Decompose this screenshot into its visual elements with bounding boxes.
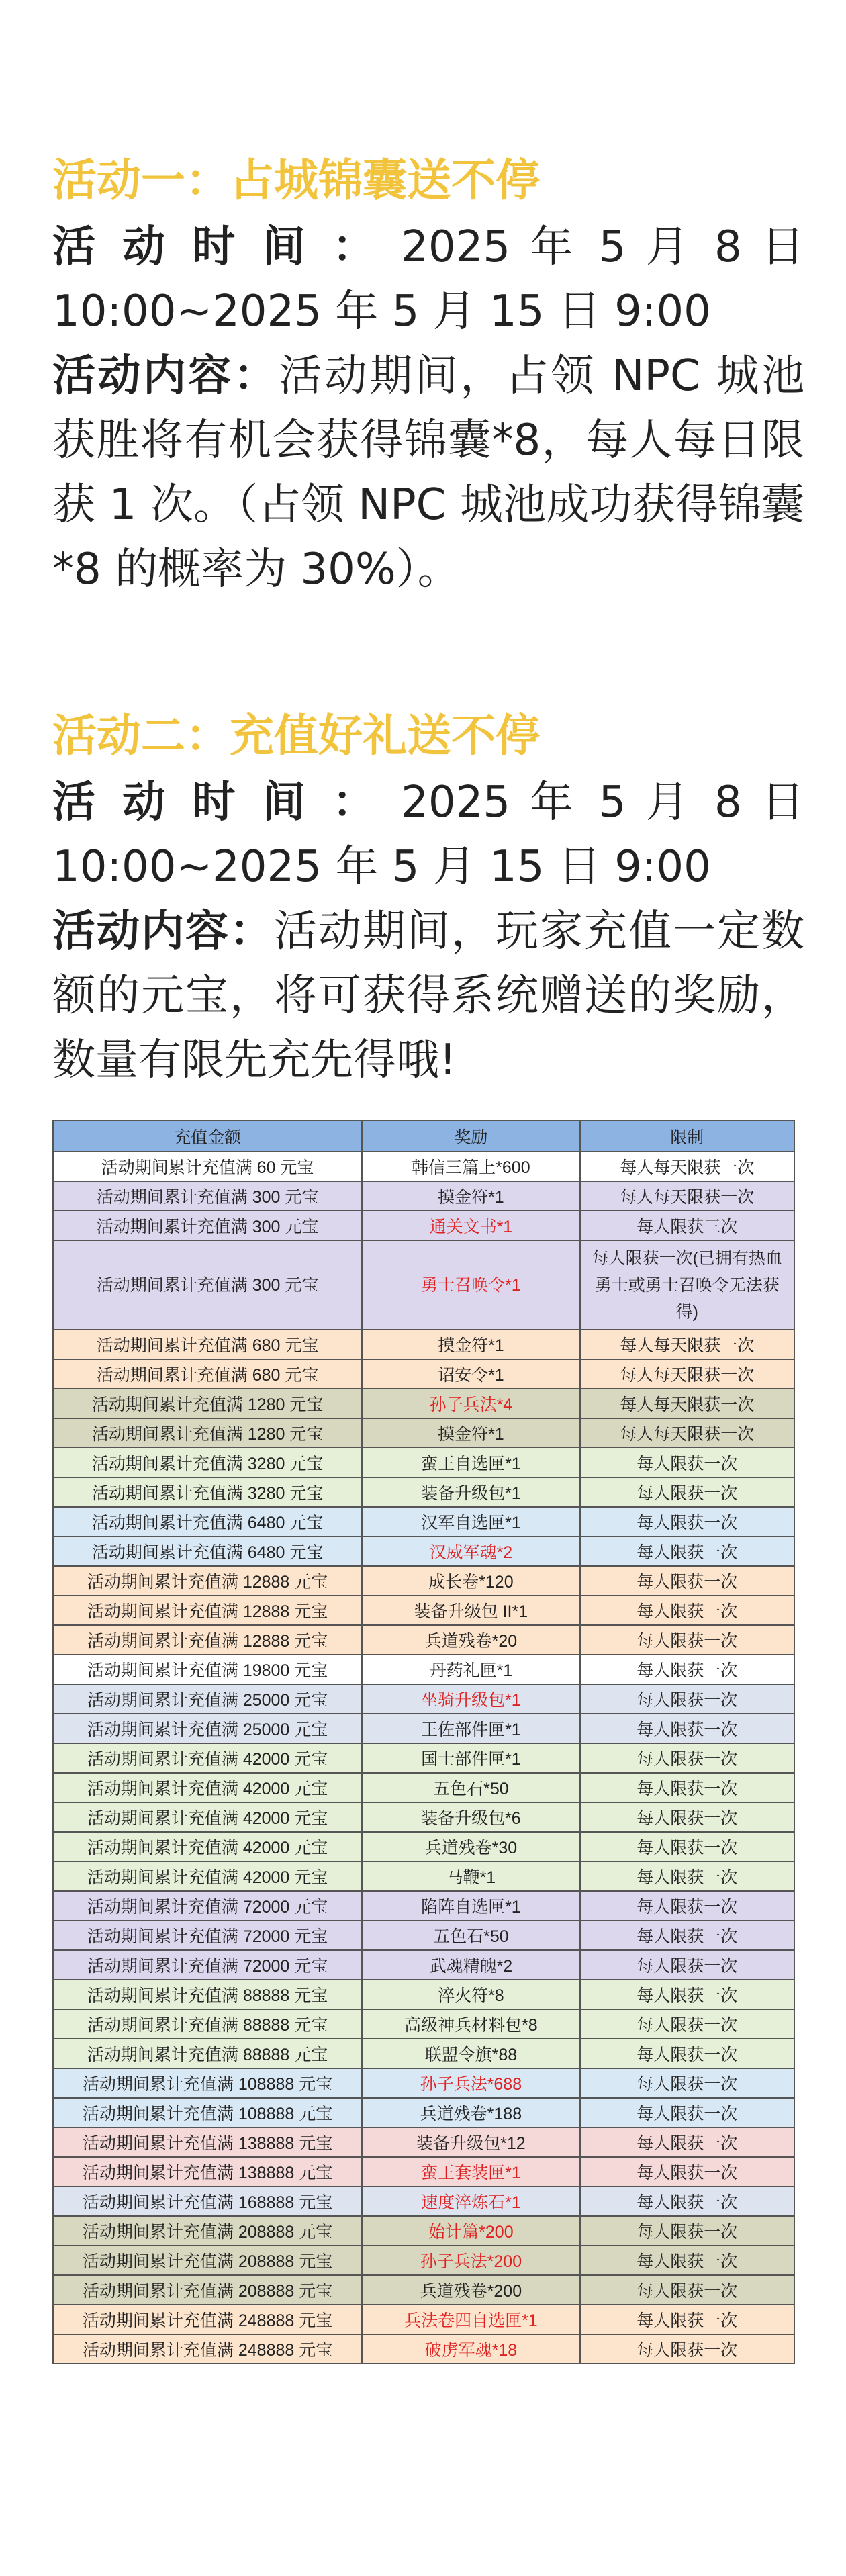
time-label: 活 动 时 间 ： xyxy=(52,222,381,272)
reward-cell: 韩信三篇上*600 xyxy=(362,1152,579,1181)
limit-cell: 每人限获一次 xyxy=(580,1625,794,1655)
table-row xyxy=(53,1389,794,1418)
activity-one-section xyxy=(52,153,804,602)
header-amount: 充值金额 xyxy=(53,1121,362,1152)
reward-cell: 兵道残卷*30 xyxy=(362,1832,579,1861)
limit-cell: 每人限获一次 xyxy=(580,2157,794,2187)
table-row xyxy=(53,2098,794,2127)
table-row xyxy=(53,1891,794,1921)
table-row xyxy=(53,1566,794,1596)
table-row xyxy=(53,2216,794,2246)
amount-cell: 活动期间累计充值满 42000 元宝 xyxy=(53,1743,362,1773)
reward-cell: 联盟令旗*88 xyxy=(362,2039,579,2068)
reward-cell: 诏安令*1 xyxy=(362,1359,579,1389)
table-row xyxy=(53,2187,794,2216)
header-reward: 奖励 xyxy=(362,1121,579,1152)
limit-cell: 每人限获一次 xyxy=(580,1980,794,2009)
limit-cell: 每人每天限获一次 xyxy=(580,1152,794,1181)
table-row xyxy=(53,2127,794,2157)
limit-cell: 每人限获一次 xyxy=(580,2009,794,2039)
amount-cell: 活动期间累计充值满 72000 元宝 xyxy=(53,1891,362,1921)
reward-cell: 五色石*50 xyxy=(362,1773,579,1802)
limit-cell: 每人限获一次 xyxy=(580,1655,794,1684)
limit-cell: 每人每天限获一次 xyxy=(580,1181,794,1211)
table-row xyxy=(53,1240,794,1330)
table-row xyxy=(53,2157,794,2187)
limit-cell: 每人限获三次 xyxy=(580,1211,794,1240)
amount-cell: 活动期间累计充值满 3280 元宝 xyxy=(53,1477,362,1507)
recharge-reward-table xyxy=(52,1120,795,2364)
table-row xyxy=(53,2305,794,2334)
table-body xyxy=(53,1152,794,2364)
table-header-row xyxy=(53,1121,794,1152)
limit-cell: 每人每天限获一次 xyxy=(580,1389,794,1418)
reward-cell: 装备升级包 II*1 xyxy=(362,1596,579,1625)
limit-cell: 每人限获一次 xyxy=(580,2068,794,2098)
amount-cell: 活动期间累计充值满 248888 元宝 xyxy=(53,2305,362,2334)
table-row xyxy=(53,1477,794,1507)
table-row xyxy=(53,1596,794,1625)
table-row xyxy=(53,1684,794,1714)
table-row xyxy=(53,1773,794,1802)
table-row xyxy=(53,1625,794,1655)
limit-cell: 每人限获一次 xyxy=(580,1773,794,1802)
amount-cell: 活动期间累计充值满 42000 元宝 xyxy=(53,1861,362,1891)
amount-cell: 活动期间累计充值满 88888 元宝 xyxy=(53,1980,362,2009)
table-row xyxy=(53,1950,794,1980)
amount-cell: 活动期间累计充值满 12888 元宝 xyxy=(53,1625,362,1655)
amount-cell: 活动期间累计充值满 300 元宝 xyxy=(53,1211,362,1240)
reward-cell: 速度淬炼石*1 xyxy=(362,2187,579,2216)
reward-cell: 成长卷*120 xyxy=(362,1566,579,1596)
table-row xyxy=(53,1359,794,1389)
reward-cell: 马鞭*1 xyxy=(362,1861,579,1891)
limit-cell: 每人限获一次 xyxy=(580,2275,794,2305)
amount-cell: 活动期间累计充值满 680 元宝 xyxy=(53,1330,362,1359)
reward-cell: 淬火符*8 xyxy=(362,1980,579,2009)
limit-cell: 每人限获一次 xyxy=(580,1566,794,1596)
amount-cell: 活动期间累计充值满 6480 元宝 xyxy=(53,1507,362,1536)
limit-cell: 每人限获一次 xyxy=(580,1861,794,1891)
amount-cell: 活动期间累计充值满 208888 元宝 xyxy=(53,2216,362,2246)
reward-cell: 始计篇*200 xyxy=(362,2216,579,2246)
amount-cell: 活动期间累计充值满 208888 元宝 xyxy=(53,2246,362,2275)
amount-cell: 活动期间累计充值满 1280 元宝 xyxy=(53,1389,362,1418)
table-row xyxy=(53,1743,794,1773)
table-row xyxy=(53,1921,794,1950)
reward-cell: 丹药礼匣*1 xyxy=(362,1655,579,1684)
reward-cell: 装备升级包*6 xyxy=(362,1802,579,1832)
table-row xyxy=(53,1181,794,1211)
reward-cell: 汉威军魂*2 xyxy=(362,1536,579,1566)
table-row xyxy=(53,1802,794,1832)
limit-cell: 每人限获一次 xyxy=(580,2246,794,2275)
content-label: 活动内容： xyxy=(52,351,279,401)
table-row xyxy=(53,1211,794,1240)
amount-cell: 活动期间累计充值满 138888 元宝 xyxy=(53,2157,362,2187)
amount-cell: 活动期间累计充值满 680 元宝 xyxy=(53,1359,362,1389)
activity-one-content xyxy=(52,344,804,602)
reward-cell: 坐骑升级包*1 xyxy=(362,1684,579,1714)
amount-cell: 活动期间累计充值满 60 元宝 xyxy=(53,1152,362,1181)
limit-cell: 每人限获一次 xyxy=(580,1596,794,1625)
amount-cell: 活动期间累计充值满 6480 元宝 xyxy=(53,1536,362,1566)
limit-cell: 每人限获一次(已拥有热血勇士或勇士召唤令无法获得) xyxy=(580,1240,794,1330)
limit-cell: 每人每天限获一次 xyxy=(580,1359,794,1389)
table-row xyxy=(53,1507,794,1536)
table-row xyxy=(53,1861,794,1891)
amount-cell: 活动期间累计充值满 1280 元宝 xyxy=(53,1418,362,1448)
amount-cell: 活动期间累计充值满 88888 元宝 xyxy=(53,2039,362,2068)
table-row xyxy=(53,2068,794,2098)
table-row xyxy=(53,1980,794,2009)
amount-cell: 活动期间累计充值满 72000 元宝 xyxy=(53,1921,362,1950)
table-row xyxy=(53,1418,794,1448)
activity-two-section xyxy=(52,708,804,1093)
amount-cell: 活动期间累计充值满 88888 元宝 xyxy=(53,2009,362,2039)
amount-cell: 活动期间累计充值满 208888 元宝 xyxy=(53,2275,362,2305)
reward-cell: 兵道残卷*188 xyxy=(362,2098,579,2127)
reward-cell: 兵道残卷*200 xyxy=(362,2275,579,2305)
time-label: 活 动 时 间 ： xyxy=(52,778,381,827)
amount-cell: 活动期间累计充值满 25000 元宝 xyxy=(53,1714,362,1743)
table-row xyxy=(53,1655,794,1684)
header-limit: 限制 xyxy=(580,1121,794,1152)
table-row xyxy=(53,2334,794,2364)
amount-cell: 活动期间累计充值满 300 元宝 xyxy=(53,1181,362,1211)
limit-cell: 每人限获一次 xyxy=(580,1832,794,1861)
limit-cell: 每人限获一次 xyxy=(580,2098,794,2127)
limit-cell: 每人每天限获一次 xyxy=(580,1418,794,1448)
reward-cell: 汉军自选匣*1 xyxy=(362,1507,579,1536)
amount-cell: 活动期间累计充值满 42000 元宝 xyxy=(53,1773,362,1802)
amount-cell: 活动期间累计充值满 248888 元宝 xyxy=(53,2334,362,2364)
table-row xyxy=(53,1832,794,1861)
activity-two-title: 活动二：充值好礼送不停 xyxy=(52,710,540,762)
amount-cell: 活动期间累计充值满 42000 元宝 xyxy=(53,1832,362,1861)
reward-cell: 装备升级包*1 xyxy=(362,1477,579,1507)
time-value: 2025 年 5 月 8 日 10:00~2025 年 5 月 15 日 9:00 xyxy=(52,778,805,892)
amount-cell: 活动期间累计充值满 12888 元宝 xyxy=(53,1566,362,1596)
reward-cell: 通关文书*1 xyxy=(362,1211,579,1240)
limit-cell: 每人限获一次 xyxy=(580,2305,794,2334)
table-row xyxy=(53,2039,794,2068)
limit-cell: 每人限获一次 xyxy=(580,1950,794,1980)
limit-cell: 每人限获一次 xyxy=(580,2127,794,2157)
amount-cell: 活动期间累计充值满 42000 元宝 xyxy=(53,1802,362,1832)
reward-cell: 装备升级包*12 xyxy=(362,2127,579,2157)
reward-cell: 蛮王自选匣*1 xyxy=(362,1448,579,1477)
limit-cell: 每人限获一次 xyxy=(580,1448,794,1477)
reward-cell: 摸金符*1 xyxy=(362,1330,579,1359)
limit-cell: 每人限获一次 xyxy=(580,1802,794,1832)
reward-cell: 孙子兵法*4 xyxy=(362,1389,579,1418)
reward-cell: 孙子兵法*200 xyxy=(362,2246,579,2275)
amount-cell: 活动期间累计充值满 72000 元宝 xyxy=(53,1950,362,1980)
reward-cell: 蛮王套装匣*1 xyxy=(362,2157,579,2187)
amount-cell: 活动期间累计充值满 138888 元宝 xyxy=(53,2127,362,2157)
reward-cell: 国士部件匣*1 xyxy=(362,1743,579,1773)
reward-cell: 兵法卷四自选匣*1 xyxy=(362,2305,579,2334)
amount-cell: 活动期间累计充值满 108888 元宝 xyxy=(53,2098,362,2127)
amount-cell: 活动期间累计充值满 3280 元宝 xyxy=(53,1448,362,1477)
reward-cell: 五色石*50 xyxy=(362,1921,579,1950)
content-label: 活动内容： xyxy=(52,907,274,956)
reward-cell: 王佐部件匣*1 xyxy=(362,1714,579,1743)
limit-cell: 每人限获一次 xyxy=(580,1507,794,1536)
content-value: 活动期间，玩家充值一定数额的元宝，将可获得系统赠送的奖励，数量有限先充先得哦! xyxy=(52,907,804,1085)
limit-cell: 每人限获一次 xyxy=(580,1743,794,1773)
table-row xyxy=(53,2009,794,2039)
table-row xyxy=(53,1448,794,1477)
reward-cell: 高级神兵材料包*8 xyxy=(362,2009,579,2039)
limit-cell: 每人每天限获一次 xyxy=(580,1330,794,1359)
amount-cell: 活动期间累计充值满 108888 元宝 xyxy=(53,2068,362,2098)
reward-cell: 摸金符*1 xyxy=(362,1418,579,1448)
amount-cell: 活动期间累计充值满 300 元宝 xyxy=(53,1240,362,1330)
table-row xyxy=(53,2246,794,2275)
activity-two-content xyxy=(52,899,804,1093)
limit-cell: 每人限获一次 xyxy=(580,1921,794,1950)
table-row xyxy=(53,1536,794,1566)
table-row xyxy=(53,1330,794,1359)
limit-cell: 每人限获一次 xyxy=(580,1891,794,1921)
amount-cell: 活动期间累计充值满 25000 元宝 xyxy=(53,1684,362,1714)
content-value: 活动期间，占领 NPC 城池获胜将有机会获得锦囊*8，每人每日限获 1 次。（占领 NPC 城池成功获得锦囊*8 的概率为 30%）。 xyxy=(52,351,805,594)
table-row xyxy=(53,2275,794,2305)
time-value: 2025 年 5 月 8 日 10:00~2025 年 5 月 15 日 9:00 xyxy=(52,222,805,336)
reward-cell: 陷阵自选匣*1 xyxy=(362,1891,579,1921)
limit-cell: 每人限获一次 xyxy=(580,2216,794,2246)
limit-cell: 每人限获一次 xyxy=(580,2334,794,2364)
limit-cell: 每人限获一次 xyxy=(580,1477,794,1507)
reward-cell: 摸金符*1 xyxy=(362,1181,579,1211)
reward-cell: 孙子兵法*688 xyxy=(362,2068,579,2098)
amount-cell: 活动期间累计充值满 19800 元宝 xyxy=(53,1655,362,1684)
activity-one-title: 活动一：占城锦囊送不停 xyxy=(52,154,540,206)
amount-cell: 活动期间累计充值满 12888 元宝 xyxy=(53,1596,362,1625)
amount-cell: 活动期间累计充值满 168888 元宝 xyxy=(53,2187,362,2216)
reward-cell: 兵道残卷*20 xyxy=(362,1625,579,1655)
reward-cell: 破虏军魂*18 xyxy=(362,2334,579,2364)
table-row xyxy=(53,1152,794,1181)
limit-cell: 每人限获一次 xyxy=(580,1684,794,1714)
reward-cell: 武魂精魄*2 xyxy=(362,1950,579,1980)
limit-cell: 每人限获一次 xyxy=(580,2039,794,2068)
activity-one-time xyxy=(52,215,804,344)
activity-two-time xyxy=(52,770,804,899)
reward-cell: 勇士召唤令*1 xyxy=(362,1240,579,1330)
limit-cell: 每人限获一次 xyxy=(580,1714,794,1743)
limit-cell: 每人限获一次 xyxy=(580,2187,794,2216)
limit-cell: 每人限获一次 xyxy=(580,1536,794,1566)
table-row xyxy=(53,1714,794,1743)
